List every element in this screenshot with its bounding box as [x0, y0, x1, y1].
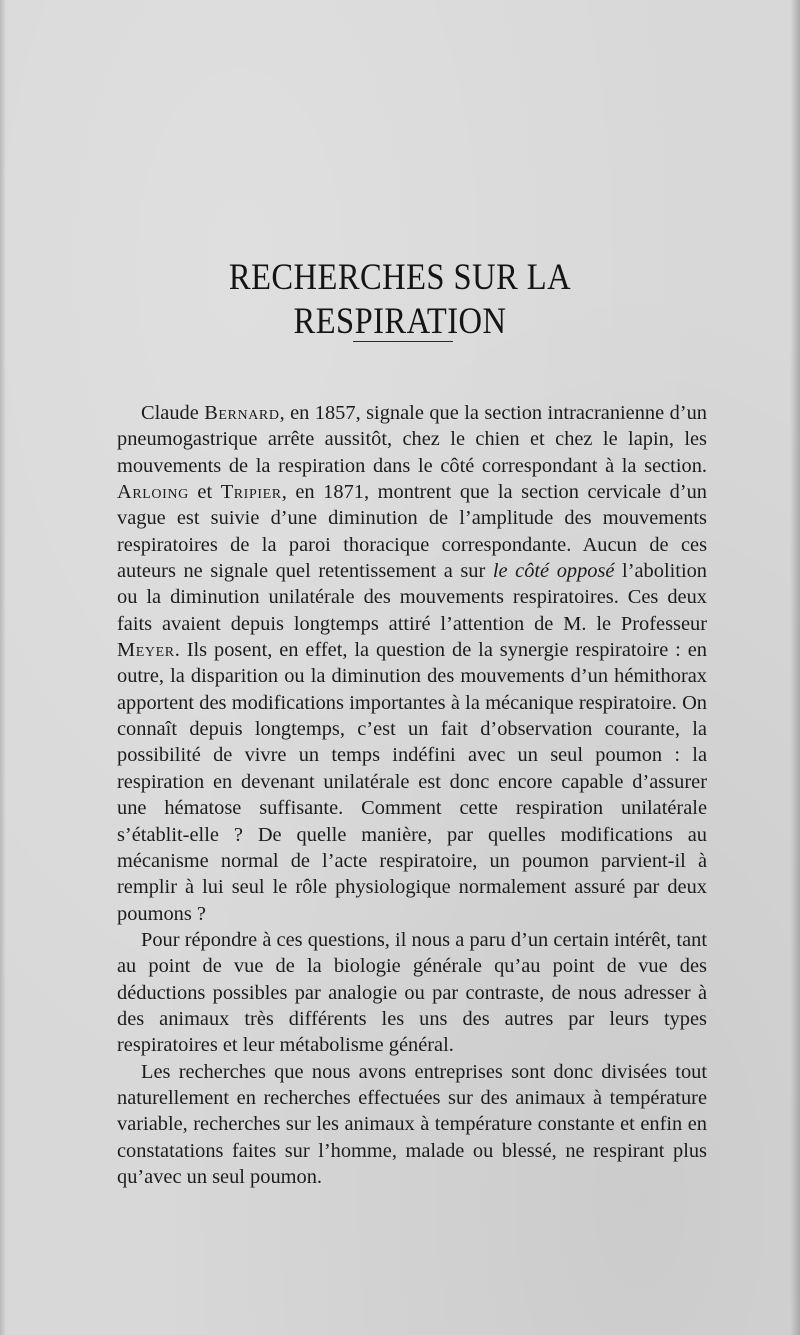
- chapter-title: RECHERCHES SUR LA RESPIRATION: [228, 257, 572, 342]
- paragraph-1-text-6: . Ils posent, en effet, la question de la synergie respiratoire : en outre, la disparition ou la diminution des mouvements d’un hémithorax apportent des modifications importantes à la mécanique respiratoire. On connaît depuis longtemps, c’est un fait d’observation courante, la possibilité de vivre un temps indéfini avec un seul poumon : la respiration en devenant unilatérale est donc encore capable d’assurer une hématose suffisante. Comment cette respiration unilatérale s’établit-elle ? De quelle manière, par quelles modifications au mécanisme normal de l’acte respiratoire, un poumon parvient-il à remplir à lui seul le rôle physiologique normalement assuré par deux poumons ?: [117, 639, 707, 925]
- author-name-bernard: Bernard: [204, 402, 280, 424]
- page-edge-shadow-right: [790, 0, 800, 1335]
- title-rule: [353, 341, 453, 342]
- author-name-meyer: Meyer: [117, 639, 175, 662]
- paragraph-1-text-4: , en 1871, montrent que la section cervicale d’un vague est suivie d’une diminution de l’amplitude des mouvements respiratoires de la paroi thoracique correspondante. Aucun de ces auteurs ne signale quel retentissement a sur: [117, 481, 707, 583]
- paragraph-1: [117, 400, 707, 927]
- body-text: [117, 400, 707, 1190]
- page-edge-shadow-left: [0, 0, 6, 1335]
- author-name-arloing: Arloing: [117, 481, 189, 504]
- paragraph-1-text-3: et: [188, 481, 221, 504]
- emphasis-cote-oppose: le côté opposé: [492, 560, 615, 583]
- paragraph-1-text-5: l’abolition ou la diminution unilatérale des mouvements respiratoires. Ces deux faits avaient depuis longtemps attiré l’attention de M. le Professeur: [117, 560, 708, 635]
- author-name-tripier: Tripier: [220, 481, 282, 504]
- paragraph-1-text-1: Claude: [141, 402, 205, 424]
- paragraph-3: Les recherches que nous avons entreprises sont donc divisées tout naturellement en recherches effectuées sur des animaux à température variable, recherches sur les animaux à température constante et enfin en constatations faites sur l’homme, malade ou blessé, ne respirant plus qu’avec un seul poumon.: [117, 1060, 707, 1188]
- paragraph-2: Pour répondre à ces questions, il nous a paru d’un certain intérêt, tant au point de vue de la biologie générale qu’au point de vue des déductions possibles par analogie ou par contraste, de nous adresser à des animaux très différents les uns des autres par leurs types respiratoires et leur métabolisme général.: [117, 928, 707, 1057]
- paragraph-1-text-2: , en 1857, signale que la section intracranienne d’un pneumogastrique arrête aussitôt, chez le chien et chez le lapin, les mouvements de la respiration dans le côté correspondant à la section.: [117, 402, 707, 477]
